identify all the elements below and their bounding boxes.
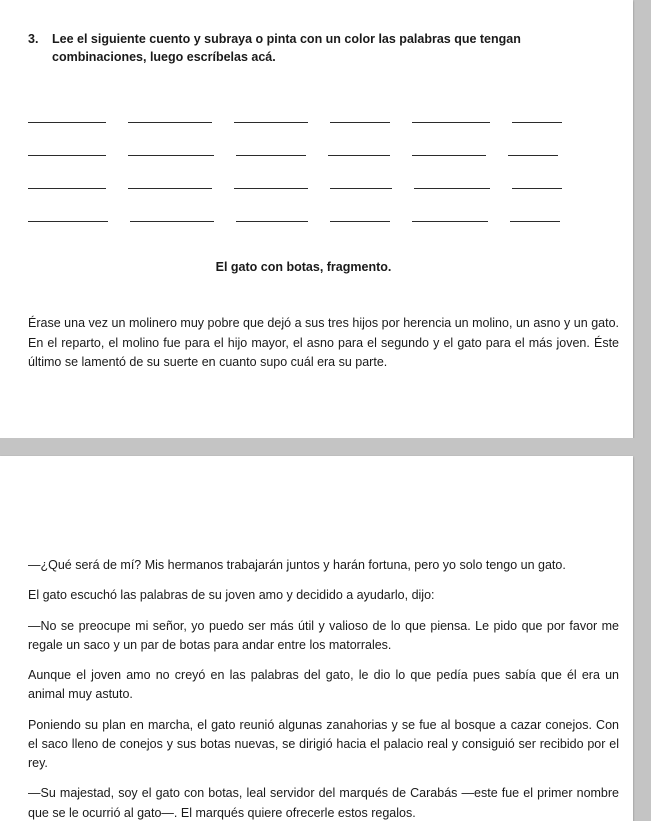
answer-blank (330, 187, 392, 189)
answer-blank (512, 121, 562, 123)
answer-blank (128, 187, 212, 189)
blank-row (28, 123, 619, 156)
blank-row (28, 189, 619, 222)
answer-blank (512, 187, 562, 189)
answer-blank (128, 154, 214, 156)
answer-blank (28, 121, 106, 123)
answer-blank (28, 220, 108, 222)
story-paragraph: Aunque el joven amo no creyó en las palabras del gato, le dio lo que pedía pues sabía que él era un animal muy astuto. (28, 668, 619, 702)
answer-blank (130, 220, 214, 222)
answer-blank (234, 187, 308, 189)
story-paragraph: —No se preocupe mi señor, yo puedo ser más útil y valioso de lo que piensa. Le pido que por favor me regale un saco y un par de botas para andar entre los matorrales. (28, 618, 619, 652)
story-title: El gato con botas, fragmento. (215, 260, 392, 275)
page-separator (0, 438, 651, 456)
answer-blank (328, 154, 390, 156)
exercise-number: 3. (28, 32, 39, 46)
page-2 (0, 456, 633, 821)
blank-row (28, 156, 619, 189)
answer-blank (234, 121, 308, 123)
answer-blank (28, 187, 106, 189)
story-paragraph: El gato escuchó las palabras de su joven amo y decidido a ayudarlo, dijo: (28, 588, 435, 603)
answer-blank (508, 154, 558, 156)
story-paragraph: —Su majestad, soy el gato con botas, leal servidor del marqués de Carabás —este fue el primer nombre que se le ocurrió al gato—. El marqués quiere ofrecerle estos regalos. (28, 786, 619, 820)
answer-blank (510, 220, 560, 222)
exercise-3 (28, 30, 619, 66)
exercise-instruction: Lee el siguiente cuento y subraya o pinta con un color las palabras que tengan combinaciones, luego escríbelas acá. (52, 32, 521, 65)
answer-blank (28, 154, 106, 156)
story-paragraph: Poniendo su plan en marcha, el gato reunió algunas zanahorias y se fue al bosque a cazar conejos. Con el saco lleno de conejos y sus botas nuevas, se dirigió hacia el palacio real y consiguió ser recibido por el rey. (28, 717, 619, 770)
answer-blank (414, 187, 490, 189)
blank-row (28, 90, 619, 123)
story-paragraph-intro: Érase una vez un molinero muy pobre que dejó a sus tres hijos por herencia un molino, un asno y un gato. En el reparto, el molino fue para el hijo mayor, el asno para el segundo y el gato para el más joven. Éste último se lamentó de su suerte en cuanto supo cuál era su parte. (28, 316, 619, 369)
answer-blank (330, 121, 390, 123)
answer-blank (236, 220, 308, 222)
answer-blank (412, 154, 486, 156)
story-paragraph: —¿Qué será de mí? Mis hermanos trabajarán juntos y harán fortuna, pero yo solo tengo un gato. (28, 558, 566, 572)
answer-blanks-section (28, 90, 619, 222)
answer-blank (330, 220, 390, 222)
answer-blank (128, 121, 212, 123)
answer-blank (412, 220, 488, 222)
answer-blank (412, 121, 490, 123)
story-paragraphs (28, 556, 619, 821)
answer-blank (236, 154, 306, 156)
